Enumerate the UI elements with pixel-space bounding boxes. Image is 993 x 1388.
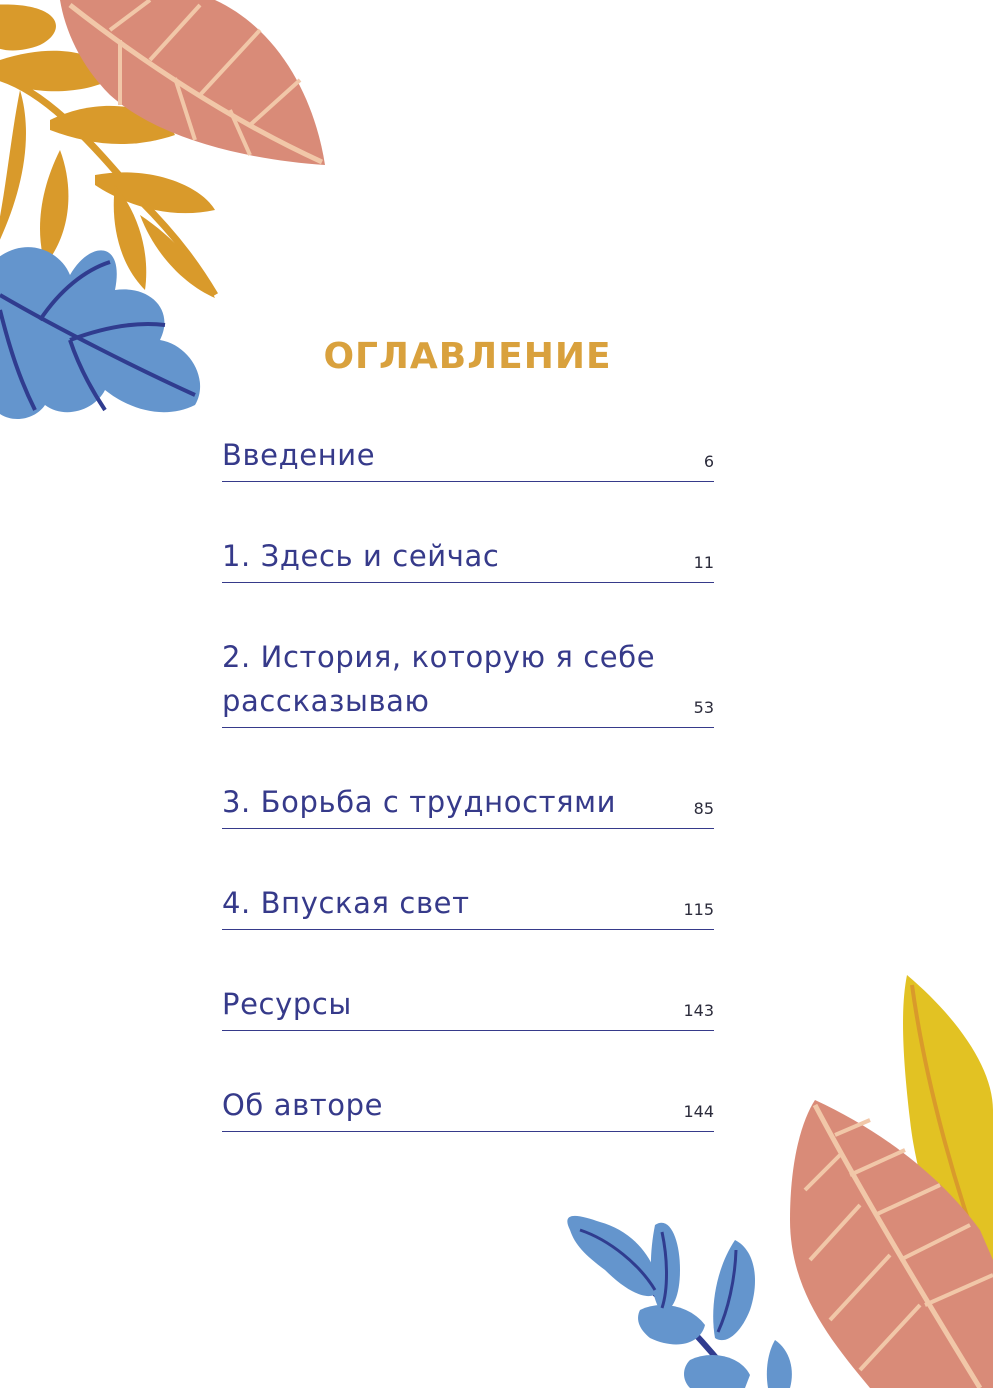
toc-entry-page: 6 bbox=[703, 452, 714, 471]
toc-entry-page: 53 bbox=[693, 698, 714, 717]
toc-entry-introduction[interactable] bbox=[222, 433, 714, 482]
toc-entry-resources[interactable] bbox=[222, 982, 714, 1031]
blue-leaf-icon bbox=[0, 247, 200, 419]
toc-entry-page: 115 bbox=[683, 900, 714, 919]
toc-title: ОГЛАВЛЕНИЕ bbox=[323, 336, 612, 377]
toc-entry-page: 144 bbox=[683, 1102, 714, 1121]
toc-entry-title: Введение bbox=[222, 438, 376, 472]
toc-entry-page: 143 bbox=[683, 1001, 714, 1020]
toc-entry-page: 11 bbox=[693, 553, 714, 572]
toc-entry-title: Ресурсы bbox=[222, 987, 352, 1021]
toc-entry-chapter-1[interactable] bbox=[222, 534, 714, 583]
toc-entry-chapter-2[interactable] bbox=[222, 635, 714, 728]
toc-entry-title: 2. История, которую я себе рассказываю bbox=[222, 640, 656, 718]
toc-entry-title: Об авторе bbox=[222, 1088, 384, 1122]
toc-entry-about-author[interactable] bbox=[222, 1083, 714, 1132]
blue-branch-icon bbox=[567, 1216, 792, 1388]
toc-list bbox=[222, 433, 714, 1184]
toc-entry-page: 85 bbox=[693, 799, 714, 818]
toc-entry-chapter-4[interactable] bbox=[222, 881, 714, 930]
toc-entry-chapter-3[interactable] bbox=[222, 780, 714, 829]
toc-entry-title: 3. Борьба с трудностями bbox=[222, 785, 617, 819]
toc-entry-title: 4. Впуская свет bbox=[222, 886, 470, 920]
toc-entry-title: 1. Здесь и сейчас bbox=[222, 539, 500, 573]
